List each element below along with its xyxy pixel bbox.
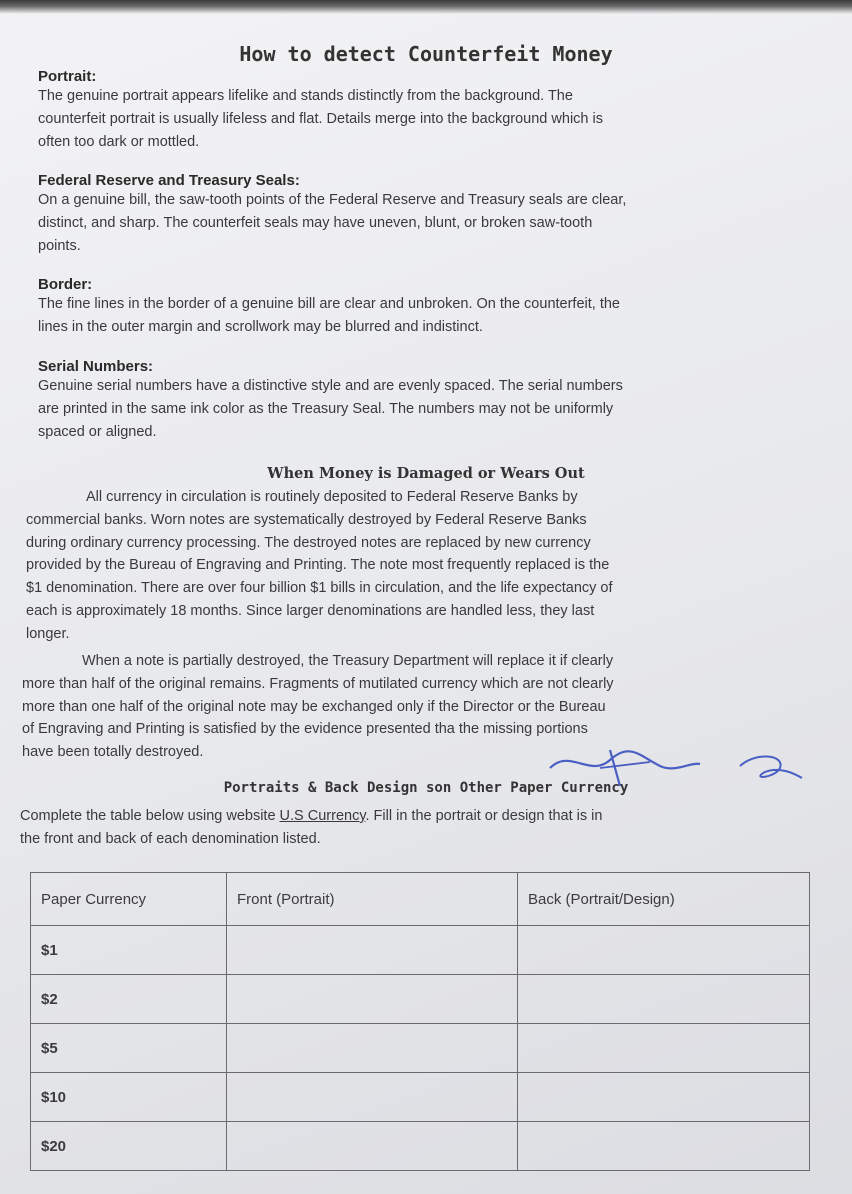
text-line: When a note is partially destroyed, the Treasury Department will replace it if clearly xyxy=(82,653,614,669)
text-line: provided by the Bureau of Engraving and Printing. The note most frequently replaced is the xyxy=(26,557,610,574)
currency-table xyxy=(30,872,810,1171)
text-line: commercial banks. Worn notes are systematically destroyed by Federal Reserve Banks xyxy=(26,511,587,528)
damaged-paragraph-1 xyxy=(26,486,826,646)
text-line: $1 denomination. There are over four billion $1 bills in circulation, and the life expectancy of xyxy=(26,580,613,597)
table-header-row xyxy=(31,873,810,926)
table-row xyxy=(31,1024,810,1073)
back-design-cell[interactable] xyxy=(518,975,810,1024)
section-portrait xyxy=(38,68,818,154)
text-line: spaced or aligned. xyxy=(38,424,157,440)
column-header-back: Back (Portrait/Design) xyxy=(518,873,810,926)
text-line: The genuine portrait appears lifelike and stands distinctly from the background. The xyxy=(38,88,573,104)
back-design-cell[interactable] xyxy=(518,1024,810,1073)
text-line: Complete the table below using website U.S Currency. Fill in the portrait or design that is in xyxy=(20,808,603,824)
text-line: of Engraving and Printing is satisfied by the evidence presented tha the missing portions xyxy=(22,721,588,738)
text-line: counterfeit portrait is usually lifeless and flat. Details merge into the background which is xyxy=(38,111,603,127)
text-line: The fine lines in the border of a genuine bill are clear and unbroken. On the counterfeit, the xyxy=(38,296,620,312)
us-currency-link[interactable]: U.S Currency xyxy=(279,808,366,824)
text-line: more than half of the original remains. Fragments of mutilated currency which are not clearly xyxy=(22,675,614,692)
text-line: often too dark or mottled. xyxy=(38,134,200,150)
table-row xyxy=(31,926,810,975)
text-line: the front and back of each denomination listed. xyxy=(20,830,321,847)
section-body xyxy=(38,375,818,444)
section-seals xyxy=(38,172,818,258)
table-row xyxy=(31,1122,810,1171)
text-line: lines in the outer margin and scrollwork may be blurred and indistinct. xyxy=(38,319,483,335)
text-line: points. xyxy=(38,238,81,254)
section-serial-numbers xyxy=(38,358,818,444)
table-row xyxy=(31,975,810,1024)
front-portrait-cell[interactable] xyxy=(227,926,518,975)
denomination-cell: $20 xyxy=(31,1122,227,1171)
front-portrait-cell[interactable] xyxy=(227,975,518,1024)
denomination-cell: $5 xyxy=(31,1024,227,1073)
front-portrait-cell[interactable] xyxy=(227,1024,518,1073)
text-line: have been totally destroyed. xyxy=(22,744,204,761)
front-portrait-cell[interactable] xyxy=(227,1122,518,1171)
back-design-cell[interactable] xyxy=(518,1122,810,1171)
text-line: each is approximately 18 months. Since larger denominations are handled less, they last xyxy=(26,602,595,619)
section-heading: Serial Numbers: xyxy=(38,358,154,375)
damaged-heading: When Money is Damaged or Wears Out xyxy=(267,465,585,482)
portraits-instructions xyxy=(20,805,830,851)
text-line: On a genuine bill, the saw-tooth points of the Federal Reserve and Treasury seals are clear, xyxy=(38,192,627,208)
denomination-cell: $1 xyxy=(31,926,227,975)
section-heading: Federal Reserve and Treasury Seals: xyxy=(38,172,300,189)
text-line: more than one half of the original note may be exchanged only if the Director or the Bureau xyxy=(22,698,606,715)
table-row xyxy=(31,1073,810,1122)
front-portrait-cell[interactable] xyxy=(227,1073,518,1122)
section-body xyxy=(38,293,818,339)
text-line: longer. xyxy=(26,625,70,642)
text-line: are printed in the same ink color as the Treasury Seal. The numbers may not be uniformly xyxy=(38,401,614,417)
column-header-front: Front (Portrait) xyxy=(227,873,518,926)
section-body xyxy=(38,189,818,258)
section-border xyxy=(38,276,818,339)
page-title: How to detect Counterfeit Money xyxy=(239,42,613,66)
denomination-cell: $10 xyxy=(31,1073,227,1122)
text-line: Genuine serial numbers have a distinctive style and are evenly spaced. The serial numbers xyxy=(38,378,623,394)
text-line: during ordinary currency processing. The destroyed notes are replaced by new currency xyxy=(26,534,591,551)
column-header-paper-currency: Paper Currency xyxy=(31,873,227,926)
denomination-cell: $2 xyxy=(31,975,227,1024)
section-heading: Border: xyxy=(38,276,93,293)
section-body xyxy=(38,85,818,154)
text-line: All currency in circulation is routinely deposited to Federal Reserve Banks by xyxy=(86,489,578,505)
back-design-cell[interactable] xyxy=(518,1073,810,1122)
text-line: distinct, and sharp. The counterfeit seals may have uneven, blunt, or broken saw-tooth xyxy=(38,215,593,231)
photo-edge-shadow xyxy=(0,0,852,14)
back-design-cell[interactable] xyxy=(518,926,810,975)
portraits-heading: Portraits & Back Design son Other Paper Currency xyxy=(223,780,629,796)
section-heading: Portrait: xyxy=(38,68,97,85)
